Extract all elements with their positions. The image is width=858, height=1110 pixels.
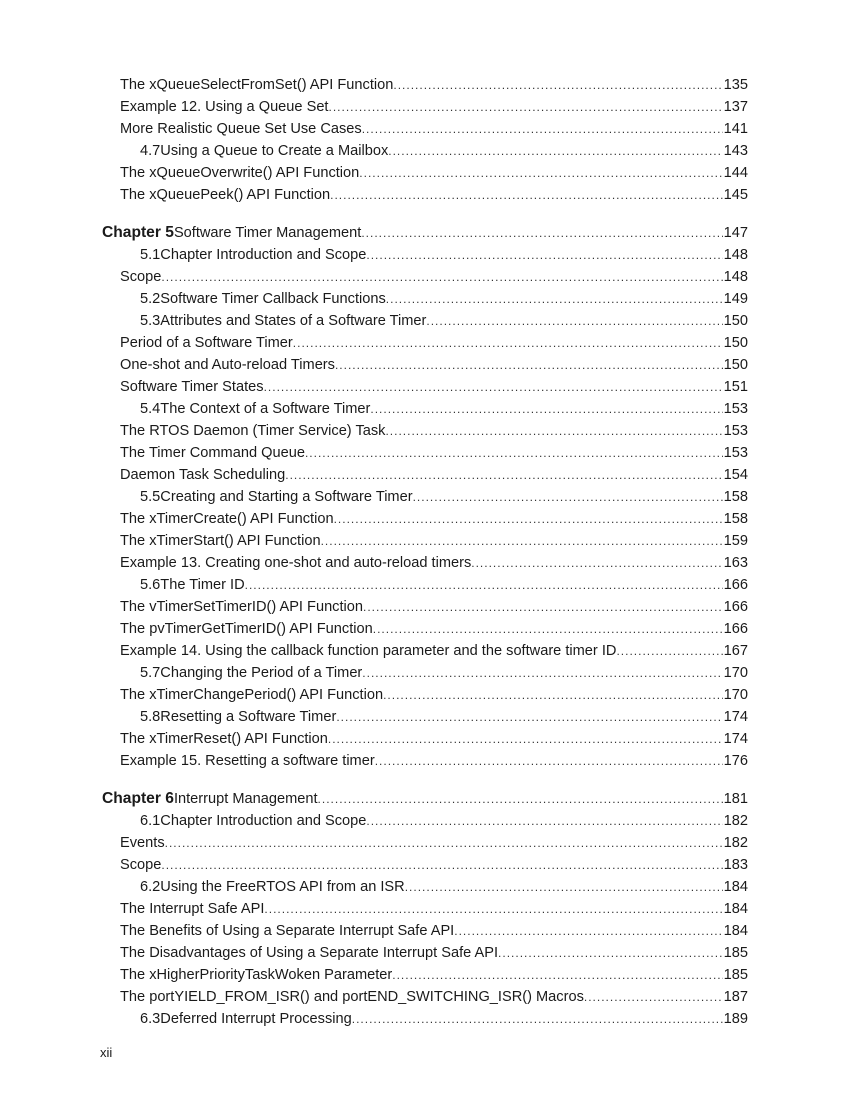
toc-entry-page: 176 <box>723 753 748 769</box>
toc-subsection-entry[interactable] <box>102 552 748 574</box>
toc-entry-page: 185 <box>723 945 748 961</box>
dot-leader <box>366 810 722 832</box>
dot-leader <box>363 596 723 618</box>
dot-leader <box>329 96 723 118</box>
toc-subsection-entry[interactable] <box>102 618 748 640</box>
toc-entry-title: One-shot and Auto-reload Timers <box>120 357 335 373</box>
toc-subsection-entry[interactable] <box>102 508 748 530</box>
dot-leader <box>373 618 723 640</box>
dot-leader <box>392 964 722 986</box>
toc-section-number: 6.2 <box>140 879 161 895</box>
toc-subsection-entry[interactable] <box>102 74 748 96</box>
dot-leader <box>264 898 722 920</box>
toc-entry-title: The Interrupt Safe API <box>120 901 265 917</box>
toc-subsection-entry[interactable] <box>102 684 748 706</box>
toc-subsection-entry[interactable] <box>102 596 748 618</box>
toc-subsection-entry[interactable] <box>102 420 748 442</box>
toc-subsection-entry[interactable] <box>102 332 748 354</box>
dot-leader <box>413 486 723 508</box>
toc-entry-title: Deferred Interrupt Processing <box>160 1011 352 1027</box>
toc-section-entry[interactable] <box>102 288 748 310</box>
toc-entry-title: The xTimerReset() API Function <box>120 731 328 747</box>
dot-leader <box>370 398 722 420</box>
toc-entry-page: 150 <box>723 357 748 373</box>
toc-entry-page: 150 <box>723 313 748 329</box>
dot-leader <box>386 288 723 310</box>
toc-entry-title: The xTimerChangePeriod() API Function <box>120 687 384 703</box>
toc-entry-title: The Timer ID <box>160 577 245 593</box>
toc-entry-page: 184 <box>723 879 748 895</box>
toc-entry-title: Resetting a Software Timer <box>160 709 337 725</box>
toc-entry-title: The portYIELD_FROM_ISR() and portEND_SWITCHING_ISR() Macros <box>120 989 584 1005</box>
dot-leader <box>328 728 723 750</box>
toc-entry-page: 145 <box>723 187 748 203</box>
toc-subsection-entry[interactable] <box>102 986 748 1008</box>
dot-leader <box>245 574 723 596</box>
toc-entry-title: The RTOS Daemon (Timer Service) Task <box>120 423 386 439</box>
toc-entry-page: 174 <box>723 709 748 725</box>
toc-entry-title: The Timer Command Queue <box>120 445 305 461</box>
toc-entry-page: 137 <box>723 99 748 115</box>
toc-entry-title: Events <box>120 835 165 851</box>
toc-entry-page: 182 <box>723 835 748 851</box>
toc-entry-title: The pvTimerGetTimerID() API Function <box>120 621 373 637</box>
toc-subsection-entry[interactable] <box>102 942 748 964</box>
toc-entry-title: Using a Queue to Create a Mailbox <box>160 143 389 159</box>
toc-chapter-number: Chapter 5 <box>102 224 174 241</box>
toc-section-number: 5.7 <box>140 665 161 681</box>
dot-leader <box>388 140 722 162</box>
toc-section-number: 5.8 <box>140 709 161 725</box>
toc-section-entry[interactable] <box>102 706 748 728</box>
toc-entry-page: 185 <box>723 967 748 983</box>
toc-entry-title: Period of a Software Timer <box>120 335 293 351</box>
dot-leader <box>161 266 722 288</box>
toc-entry-page: 182 <box>723 813 748 829</box>
dot-leader <box>352 1008 723 1030</box>
toc-subsection-entry[interactable] <box>102 530 748 552</box>
dot-leader <box>359 162 722 184</box>
toc-entry-page: 153 <box>723 401 748 417</box>
toc-subsection-entry[interactable] <box>102 266 748 288</box>
toc-subsection-entry[interactable] <box>102 162 748 184</box>
toc-entry-title: Software Timer Management <box>173 225 362 241</box>
toc-section-number: 6.3 <box>140 1011 161 1027</box>
toc-entry-page: 163 <box>723 555 748 571</box>
toc-subsection-entry[interactable] <box>102 354 748 376</box>
toc-section-entry[interactable] <box>102 398 748 420</box>
toc-entry-title: Software Timer Callback Functions <box>160 291 386 307</box>
toc-entry-page: 181 <box>723 791 748 807</box>
toc-subsection-entry[interactable] <box>102 832 748 854</box>
toc-section-entry[interactable] <box>102 310 748 332</box>
dot-leader <box>426 310 722 332</box>
toc-entry-title: Example 14. Using the callback function parameter and the software timer ID <box>120 643 617 659</box>
dot-leader <box>366 244 722 266</box>
toc-section-entry[interactable] <box>102 876 748 898</box>
dot-leader <box>362 662 722 684</box>
toc-entry-title: More Realistic Queue Set Use Cases <box>120 121 362 137</box>
toc-entry-title: The xHigherPriorityTaskWoken Parameter <box>120 967 393 983</box>
dot-leader <box>383 684 723 706</box>
toc-section-entry[interactable] <box>102 810 748 832</box>
toc-entry-page: 143 <box>723 143 748 159</box>
toc-entry-page: 141 <box>723 121 748 137</box>
toc-entry-page: 147 <box>723 225 748 241</box>
toc-entry-page: 158 <box>723 489 748 505</box>
dot-leader <box>393 74 722 96</box>
dot-leader <box>335 354 723 376</box>
toc-entry-page: 158 <box>723 511 748 527</box>
dot-leader <box>385 420 722 442</box>
toc-entry-title: Daemon Task Scheduling <box>120 467 286 483</box>
dot-leader <box>293 332 723 354</box>
toc-entry-title: The vTimerSetTimerID() API Function <box>120 599 364 615</box>
toc-subsection-entry[interactable] <box>102 854 748 876</box>
toc-section-entry[interactable] <box>102 574 748 596</box>
toc-entry-page: 148 <box>723 269 748 285</box>
toc-entry-title: The xQueueOverwrite() API Function <box>120 165 360 181</box>
toc-entry-title: Creating and Starting a Software Timer <box>160 489 413 505</box>
toc-subsection-entry[interactable] <box>102 898 748 920</box>
toc-section-entry[interactable] <box>102 1008 748 1030</box>
toc-entry-page: 154 <box>723 467 748 483</box>
toc-subsection-entry[interactable] <box>102 640 748 662</box>
toc-entry-title: Scope <box>120 269 162 285</box>
toc-entry-page: 170 <box>723 687 748 703</box>
toc-entry-page: 170 <box>723 665 748 681</box>
toc-entry-title: Chapter Introduction and Scope <box>160 813 367 829</box>
toc-entry-page: 166 <box>723 599 748 615</box>
toc-entry-page: 150 <box>723 335 748 351</box>
dot-leader <box>454 920 722 942</box>
toc-section-number: 5.1 <box>140 247 161 263</box>
toc-chapter-entry[interactable] <box>102 221 748 244</box>
toc-section-number: 5.5 <box>140 489 161 505</box>
toc-entry-title: Software Timer States <box>120 379 264 395</box>
toc-entry-title: The xQueuePeek() API Function <box>120 187 331 203</box>
toc-entry-page: 184 <box>723 901 748 917</box>
toc-entry-title: The xTimerCreate() API Function <box>120 511 334 527</box>
toc-entry-page: 187 <box>723 989 748 1005</box>
toc-entry-title: Attributes and States of a Software Timer <box>160 313 427 329</box>
toc-entry-page: 184 <box>723 923 748 939</box>
toc-subsection-entry[interactable] <box>102 964 748 986</box>
toc-entry-title: Scope <box>120 857 162 873</box>
toc-entry-page: 149 <box>723 291 748 307</box>
page-number-folio: xii <box>100 1045 113 1060</box>
toc-entry-title: Example 13. Creating one-shot and auto-reload timers <box>120 555 472 571</box>
dot-leader <box>498 942 723 964</box>
toc-subsection-entry[interactable] <box>102 464 748 486</box>
toc-section-number: 4.7 <box>140 143 161 159</box>
dot-leader <box>318 788 723 811</box>
toc-subsection-entry[interactable] <box>102 442 748 464</box>
toc-entry-title: The Disadvantages of Using a Separate Interrupt Safe API <box>120 945 499 961</box>
dot-leader <box>330 184 723 206</box>
dot-leader <box>305 442 723 464</box>
dot-leader <box>362 118 723 140</box>
toc-chapter-number: Chapter 6 <box>102 790 174 807</box>
toc-section-number: 5.4 <box>140 401 161 417</box>
toc-entry-page: 166 <box>723 621 748 637</box>
toc-entry-title: Chapter Introduction and Scope <box>160 247 367 263</box>
toc-section-number: 5.3 <box>140 313 161 329</box>
toc-entry-title: The Benefits of Using a Separate Interrupt Safe API <box>120 923 455 939</box>
toc-entry-title: Interrupt Management <box>173 791 318 807</box>
toc-subsection-entry[interactable] <box>102 96 748 118</box>
toc-entry-page: 151 <box>723 379 748 395</box>
toc-entry-page: 144 <box>723 165 748 181</box>
dot-leader <box>285 464 722 486</box>
toc-entry-page: 174 <box>723 731 748 747</box>
toc-entry-title: Using the FreeRTOS API from an ISR <box>160 879 405 895</box>
toc-entry-page: 166 <box>723 577 748 593</box>
dot-leader <box>334 508 723 530</box>
toc-section-number: 5.2 <box>140 291 161 307</box>
toc-subsection-entry[interactable] <box>102 920 748 942</box>
dot-leader <box>321 530 723 552</box>
toc-subsection-entry[interactable] <box>102 376 748 398</box>
toc-entry-title: The Context of a Software Timer <box>160 401 371 417</box>
dot-leader <box>336 706 722 728</box>
toc-entry-title: The xTimerStart() API Function <box>120 533 321 549</box>
toc-entry-title: The xQueueSelectFromSet() API Function <box>120 77 394 93</box>
toc-section-entry[interactable] <box>102 244 748 266</box>
toc-section-entry[interactable] <box>102 486 748 508</box>
toc-entry-page: 167 <box>723 643 748 659</box>
dot-leader <box>616 640 722 662</box>
dot-leader <box>584 986 723 1008</box>
toc-entry-page: 183 <box>723 857 748 873</box>
toc-entry-page: 148 <box>723 247 748 263</box>
toc-subsection-entry[interactable] <box>102 184 748 206</box>
toc-section-entry[interactable] <box>102 662 748 684</box>
toc-section-number: 6.1 <box>140 813 161 829</box>
toc-entry-page: 153 <box>723 423 748 439</box>
dot-leader <box>405 876 723 898</box>
dot-leader <box>165 832 723 854</box>
toc-entry-title: Example 12. Using a Queue Set <box>120 99 329 115</box>
dot-leader <box>375 750 723 772</box>
toc-section-number: 5.6 <box>140 577 161 593</box>
toc-entry-title: Changing the Period of a Timer <box>160 665 363 681</box>
toc-entry-page: 159 <box>723 533 748 549</box>
toc-subsection-entry[interactable] <box>102 750 748 772</box>
toc-entry-page: 189 <box>723 1011 748 1027</box>
toc-entry-title: Example 15. Resetting a software timer <box>120 753 375 769</box>
dot-leader <box>161 854 722 876</box>
dot-leader <box>361 222 722 245</box>
dot-leader <box>264 376 723 398</box>
toc-subsection-entry[interactable] <box>102 118 748 140</box>
toc-subsection-entry[interactable] <box>102 728 748 750</box>
toc-entry-page: 153 <box>723 445 748 461</box>
table-of-contents <box>102 74 748 1030</box>
dot-leader <box>471 552 722 574</box>
toc-entry-page: 135 <box>723 77 748 93</box>
toc-section-entry[interactable] <box>102 140 748 162</box>
toc-chapter-entry[interactable] <box>102 787 748 810</box>
